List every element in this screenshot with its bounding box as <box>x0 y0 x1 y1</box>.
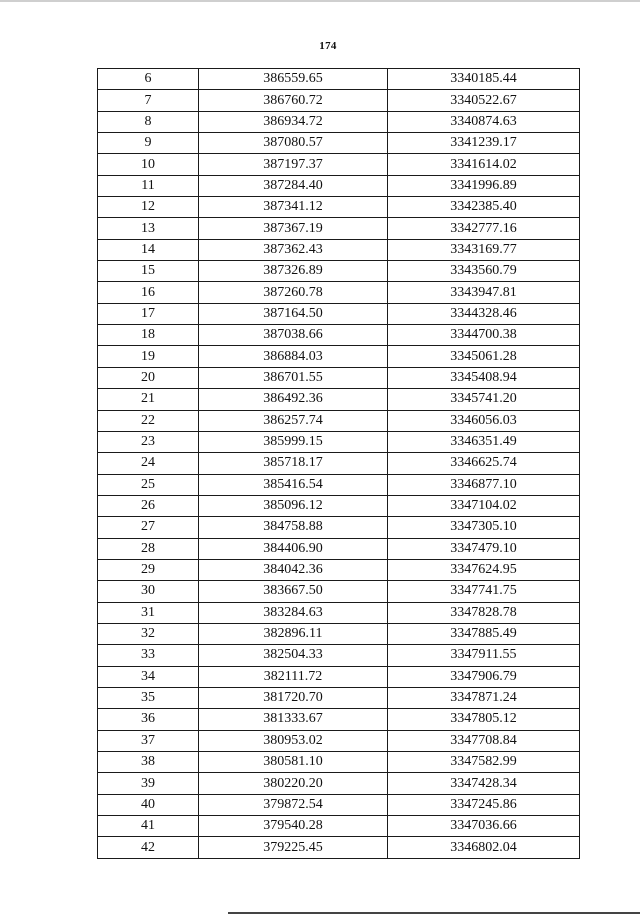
coordinates-table-body <box>98 69 580 859</box>
table-row <box>98 687 580 708</box>
point-number-cell: 38 <box>98 752 199 773</box>
y-coordinate-cell: 3341239.17 <box>388 133 580 154</box>
x-coordinate-cell: 384406.90 <box>199 538 388 559</box>
table-row <box>98 431 580 452</box>
table-row <box>98 367 580 388</box>
x-coordinate-cell: 379540.28 <box>199 816 388 837</box>
page-top-edge <box>0 0 640 2</box>
y-coordinate-cell: 3347305.10 <box>388 517 580 538</box>
x-coordinate-cell: 380581.10 <box>199 752 388 773</box>
point-number-cell: 40 <box>98 794 199 815</box>
y-coordinate-cell: 3347479.10 <box>388 538 580 559</box>
y-coordinate-cell: 3344328.46 <box>388 303 580 324</box>
x-coordinate-cell: 386760.72 <box>199 90 388 111</box>
y-coordinate-cell: 3346056.03 <box>388 410 580 431</box>
point-number-cell: 15 <box>98 261 199 282</box>
table-row <box>98 218 580 239</box>
x-coordinate-cell: 387038.66 <box>199 325 388 346</box>
y-coordinate-cell: 3347885.49 <box>388 623 580 644</box>
table-row <box>98 581 580 602</box>
point-number-cell: 36 <box>98 709 199 730</box>
point-number-cell: 17 <box>98 303 199 324</box>
x-coordinate-cell: 386701.55 <box>199 367 388 388</box>
point-number-cell: 26 <box>98 495 199 516</box>
y-coordinate-cell: 3347805.12 <box>388 709 580 730</box>
y-coordinate-cell: 3340874.63 <box>388 111 580 132</box>
table-row <box>98 69 580 90</box>
point-number-cell: 41 <box>98 816 199 837</box>
y-coordinate-cell: 3343947.81 <box>388 282 580 303</box>
point-number-cell: 20 <box>98 367 199 388</box>
x-coordinate-cell: 385096.12 <box>199 495 388 516</box>
point-number-cell: 25 <box>98 474 199 495</box>
y-coordinate-cell: 3346802.04 <box>388 837 580 858</box>
point-number-cell: 29 <box>98 559 199 580</box>
table-row <box>98 773 580 794</box>
x-coordinate-cell: 387197.37 <box>199 154 388 175</box>
point-number-cell: 27 <box>98 517 199 538</box>
table-row <box>98 623 580 644</box>
y-coordinate-cell: 3346625.74 <box>388 453 580 474</box>
table-row <box>98 730 580 751</box>
table-row <box>98 794 580 815</box>
point-number-cell: 11 <box>98 175 199 196</box>
table-row <box>98 389 580 410</box>
point-number-cell: 42 <box>98 837 199 858</box>
x-coordinate-cell: 386934.72 <box>199 111 388 132</box>
point-number-cell: 7 <box>98 90 199 111</box>
table-row <box>98 239 580 260</box>
table-row <box>98 325 580 346</box>
table-row <box>98 666 580 687</box>
point-number-cell: 23 <box>98 431 199 452</box>
point-number-cell: 16 <box>98 282 199 303</box>
x-coordinate-cell: 385718.17 <box>199 453 388 474</box>
x-coordinate-cell: 387164.50 <box>199 303 388 324</box>
y-coordinate-cell: 3346351.49 <box>388 431 580 452</box>
page-number: 174 <box>319 40 337 52</box>
table-row <box>98 559 580 580</box>
point-number-cell: 13 <box>98 218 199 239</box>
y-coordinate-cell: 3347036.66 <box>388 816 580 837</box>
x-coordinate-cell: 385999.15 <box>199 431 388 452</box>
y-coordinate-cell: 3347871.24 <box>388 687 580 708</box>
x-coordinate-cell: 387326.89 <box>199 261 388 282</box>
table-row <box>98 154 580 175</box>
x-coordinate-cell: 379225.45 <box>199 837 388 858</box>
y-coordinate-cell: 3345408.94 <box>388 367 580 388</box>
point-number-cell: 10 <box>98 154 199 175</box>
table-row <box>98 453 580 474</box>
x-coordinate-cell: 387080.57 <box>199 133 388 154</box>
x-coordinate-cell: 382896.11 <box>199 623 388 644</box>
point-number-cell: 18 <box>98 325 199 346</box>
point-number-cell: 24 <box>98 453 199 474</box>
table-row <box>98 111 580 132</box>
x-coordinate-cell: 386492.36 <box>199 389 388 410</box>
point-number-cell: 33 <box>98 645 199 666</box>
point-number-cell: 35 <box>98 687 199 708</box>
table-row <box>98 645 580 666</box>
coordinates-table <box>97 68 580 859</box>
y-coordinate-cell: 3342385.40 <box>388 197 580 218</box>
x-coordinate-cell: 379872.54 <box>199 794 388 815</box>
y-coordinate-cell: 3347828.78 <box>388 602 580 623</box>
x-coordinate-cell: 387367.19 <box>199 218 388 239</box>
table-row <box>98 495 580 516</box>
x-coordinate-cell: 383667.50 <box>199 581 388 602</box>
y-coordinate-cell: 3341614.02 <box>388 154 580 175</box>
point-number-cell: 31 <box>98 602 199 623</box>
x-coordinate-cell: 380220.20 <box>199 773 388 794</box>
point-number-cell: 37 <box>98 730 199 751</box>
y-coordinate-cell: 3345061.28 <box>388 346 580 367</box>
y-coordinate-cell: 3343560.79 <box>388 261 580 282</box>
table-row <box>98 261 580 282</box>
y-coordinate-cell: 3347624.95 <box>388 559 580 580</box>
table-row <box>98 175 580 196</box>
x-coordinate-cell: 387284.40 <box>199 175 388 196</box>
table-row <box>98 133 580 154</box>
y-coordinate-cell: 3340185.44 <box>388 69 580 90</box>
y-coordinate-cell: 3347582.99 <box>388 752 580 773</box>
x-coordinate-cell: 386257.74 <box>199 410 388 431</box>
x-coordinate-cell: 387341.12 <box>199 197 388 218</box>
point-number-cell: 19 <box>98 346 199 367</box>
y-coordinate-cell: 3347104.02 <box>388 495 580 516</box>
x-coordinate-cell: 384042.36 <box>199 559 388 580</box>
y-coordinate-cell: 3347906.79 <box>388 666 580 687</box>
x-coordinate-cell: 387362.43 <box>199 239 388 260</box>
point-number-cell: 14 <box>98 239 199 260</box>
y-coordinate-cell: 3347911.55 <box>388 645 580 666</box>
x-coordinate-cell: 383284.63 <box>199 602 388 623</box>
y-coordinate-cell: 3341996.89 <box>388 175 580 196</box>
x-coordinate-cell: 385416.54 <box>199 474 388 495</box>
table-row <box>98 346 580 367</box>
table-row <box>98 602 580 623</box>
y-coordinate-cell: 3347708.84 <box>388 730 580 751</box>
y-coordinate-cell: 3342777.16 <box>388 218 580 239</box>
table-row <box>98 752 580 773</box>
table-row <box>98 709 580 730</box>
table-row <box>98 474 580 495</box>
point-number-cell: 30 <box>98 581 199 602</box>
point-number-cell: 9 <box>98 133 199 154</box>
y-coordinate-cell: 3346877.10 <box>388 474 580 495</box>
y-coordinate-cell: 3343169.77 <box>388 239 580 260</box>
y-coordinate-cell: 3345741.20 <box>388 389 580 410</box>
table-row <box>98 197 580 218</box>
table-row <box>98 303 580 324</box>
x-coordinate-cell: 381720.70 <box>199 687 388 708</box>
table-row <box>98 837 580 858</box>
point-number-cell: 6 <box>98 69 199 90</box>
x-coordinate-cell: 380953.02 <box>199 730 388 751</box>
table-row <box>98 816 580 837</box>
point-number-cell: 22 <box>98 410 199 431</box>
point-number-cell: 21 <box>98 389 199 410</box>
y-coordinate-cell: 3340522.67 <box>388 90 580 111</box>
point-number-cell: 39 <box>98 773 199 794</box>
y-coordinate-cell: 3347428.34 <box>388 773 580 794</box>
x-coordinate-cell: 381333.67 <box>199 709 388 730</box>
table-row <box>98 410 580 431</box>
point-number-cell: 8 <box>98 111 199 132</box>
table-row <box>98 517 580 538</box>
point-number-cell: 12 <box>98 197 199 218</box>
page-bottom-edge <box>228 912 640 914</box>
point-number-cell: 28 <box>98 538 199 559</box>
table-row <box>98 282 580 303</box>
point-number-cell: 32 <box>98 623 199 644</box>
y-coordinate-cell: 3344700.38 <box>388 325 580 346</box>
x-coordinate-cell: 382504.33 <box>199 645 388 666</box>
table-row <box>98 90 580 111</box>
x-coordinate-cell: 384758.88 <box>199 517 388 538</box>
y-coordinate-cell: 3347741.75 <box>388 581 580 602</box>
x-coordinate-cell: 387260.78 <box>199 282 388 303</box>
x-coordinate-cell: 386884.03 <box>199 346 388 367</box>
point-number-cell: 34 <box>98 666 199 687</box>
x-coordinate-cell: 382111.72 <box>199 666 388 687</box>
y-coordinate-cell: 3347245.86 <box>388 794 580 815</box>
table-row <box>98 538 580 559</box>
x-coordinate-cell: 386559.65 <box>199 69 388 90</box>
